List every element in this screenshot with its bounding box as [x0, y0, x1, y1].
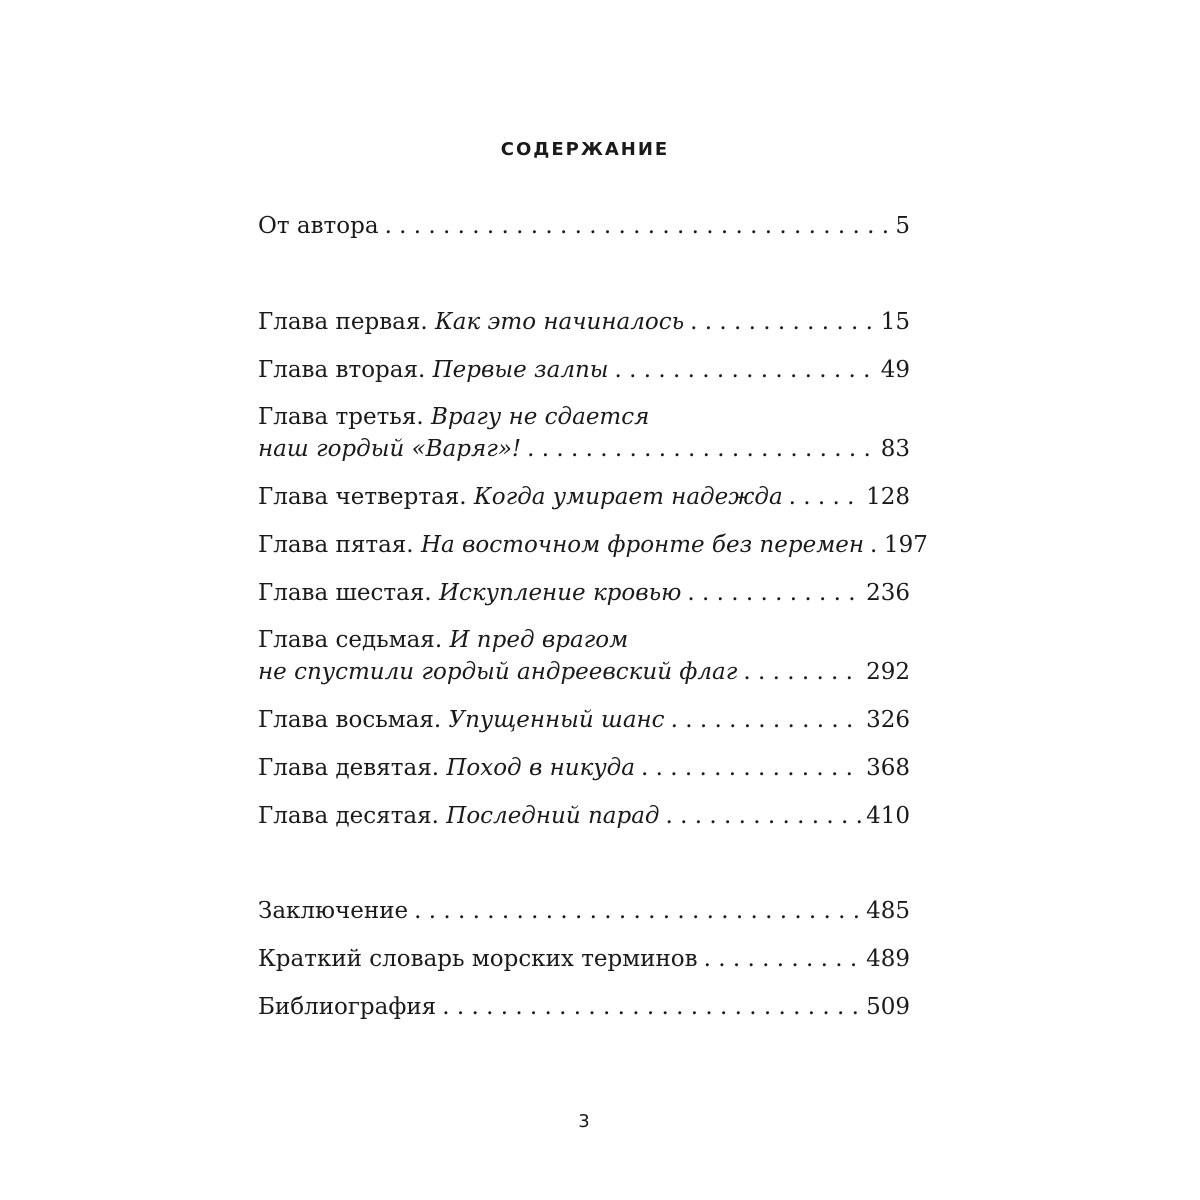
toc-entry-subtitle: Искупление кровью — [438, 580, 682, 606]
toc-entry-page: 15 — [880, 309, 910, 335]
dot-leader — [414, 895, 862, 927]
toc-entry-subtitle: На восточном фронте без перемен — [420, 532, 865, 558]
toc-entry-subtitle: Как это начиналось — [434, 309, 685, 335]
toc-entry-label: Глава третья. — [258, 404, 431, 430]
toc-entry-subtitle: Когда умирает надежда — [473, 484, 783, 510]
page-number: 3 — [578, 1111, 590, 1132]
toc-entry-label: От автора — [258, 213, 379, 239]
toc-entry-glossary[interactable] — [258, 943, 910, 975]
toc-entry-chapter-6[interactable] — [258, 577, 910, 609]
toc-entry-label: Глава первая. — [258, 309, 435, 335]
toc-entry-page: 236 — [866, 580, 910, 606]
toc-entry-chapter-8[interactable] — [258, 704, 910, 736]
dot-leader — [666, 800, 863, 832]
toc-entry-conclusion[interactable] — [258, 895, 910, 927]
page-title: СОДЕРЖАНИЕ — [500, 139, 670, 160]
toc-entry-subtitle-cont: не спустили гордый андреевский флаг — [258, 659, 738, 685]
toc-entry-chapter-1[interactable] — [258, 306, 910, 338]
toc-entry-label: Глава вторая. — [258, 357, 433, 383]
dot-leader — [743, 656, 862, 688]
toc-entry-page: 5 — [895, 213, 910, 239]
toc-entry-subtitle: Врагу не сдается — [430, 404, 650, 430]
toc-entry-subtitle: Упущенный шанс — [448, 707, 665, 733]
toc-entry-label: Краткий словарь морских терминов — [258, 946, 698, 972]
dot-leader — [690, 306, 877, 338]
toc-entry-page: 128 — [866, 484, 910, 510]
toc-entry-chapter-10[interactable] — [258, 800, 910, 832]
toc-entry-page: 410 — [866, 803, 910, 829]
toc-entry-chapter-2[interactable] — [258, 354, 910, 386]
toc-entry-label: Глава шестая. — [258, 580, 439, 606]
toc-entry-page: 368 — [866, 755, 910, 781]
dot-leader — [671, 704, 863, 736]
dot-leader — [385, 210, 892, 242]
dot-leader — [789, 481, 862, 513]
toc-entry-page: 485 — [866, 898, 910, 924]
toc-entry-subtitle: Поход в никуда — [446, 755, 635, 781]
toc-entry-chapter-9[interactable] — [258, 752, 910, 784]
toc-entry-label: Глава восьмая. — [258, 707, 449, 733]
toc-entry-page: 489 — [866, 946, 910, 972]
toc-entry-page: 292 — [866, 659, 910, 685]
dot-leader — [527, 433, 877, 465]
toc-entry-chapter-5[interactable] — [258, 529, 928, 561]
dot-leader — [870, 529, 880, 561]
dot-leader — [641, 752, 862, 784]
toc-entry-subtitle-cont: наш гордый «Варяг»! — [258, 436, 522, 462]
toc-entry-chapter-4[interactable] — [258, 481, 910, 513]
toc-entry-chapter-3[interactable] — [258, 401, 910, 465]
toc-entry-label: Заключение — [258, 898, 409, 924]
dot-leader — [704, 943, 862, 975]
toc-entry-label: Глава седьмая. — [258, 627, 450, 653]
toc-entry-page: 83 — [880, 436, 910, 462]
toc-entry-subtitle: И пред врагом — [449, 627, 629, 653]
toc-entry-label: Глава четвертая. — [258, 484, 474, 510]
toc-entry-label: Глава десятая. — [258, 803, 447, 829]
toc-entry-page: 49 — [880, 357, 910, 383]
toc-entry-bibliography[interactable] — [258, 991, 910, 1023]
toc-entry-chapter-7[interactable] — [258, 624, 910, 688]
toc-entry-subtitle: Последний парад — [446, 803, 660, 829]
dot-leader — [615, 354, 877, 386]
toc-entry-label: Глава девятая. — [258, 755, 447, 781]
toc-entry-page: 509 — [866, 994, 910, 1020]
toc-entry-label: Глава пятая. — [258, 532, 421, 558]
toc-entry-subtitle: Первые залпы — [432, 357, 609, 383]
toc-entry-label: Библиография — [258, 994, 437, 1020]
dot-leader — [687, 577, 862, 609]
dot-leader — [442, 991, 862, 1023]
toc-entry-page: 326 — [866, 707, 910, 733]
toc-entry-page: 197 — [884, 532, 928, 558]
toc-entry-preface[interactable] — [258, 210, 910, 242]
